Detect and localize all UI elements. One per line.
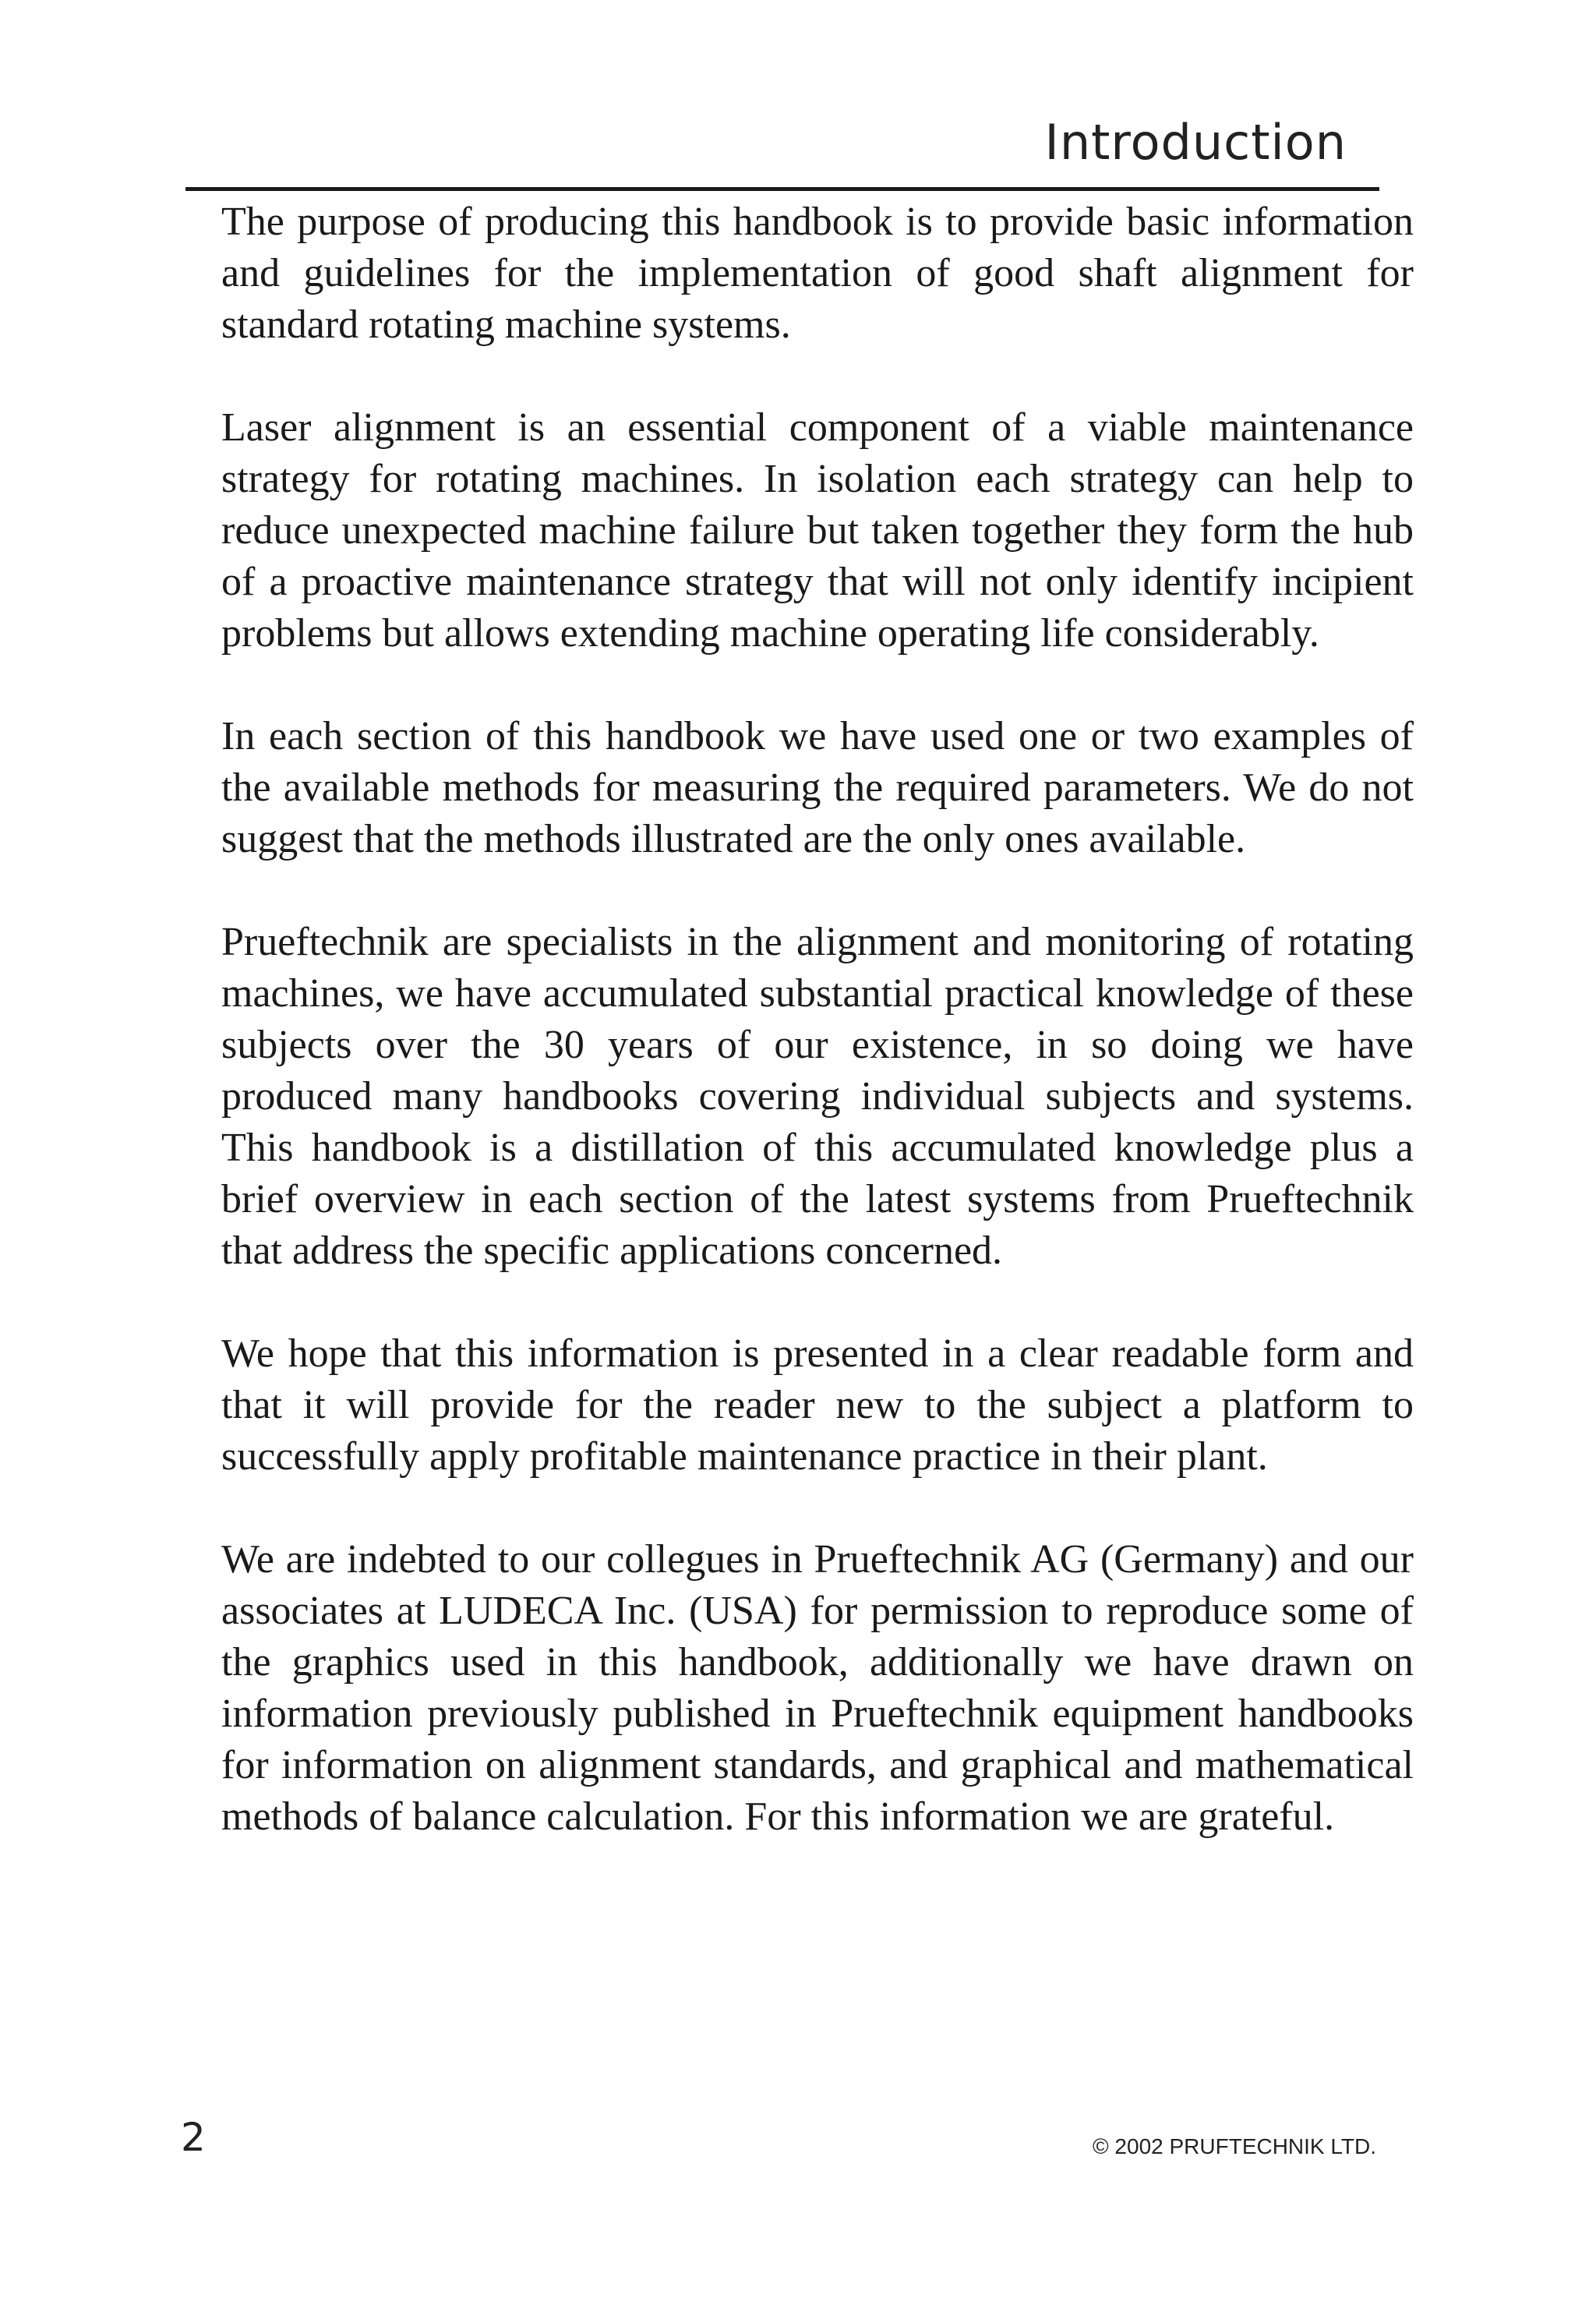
paragraph: We hope that this information is presented in a clear readable form and that it will provide for the reader new to the subject a platform to successfully apply profitable maintenance practice in their plant. <box>221 1331 1414 1479</box>
page-number: 2 <box>181 2115 206 2160</box>
page-title: Introduction <box>1044 114 1347 171</box>
paragraph: Prueftechnik are specialists in the alignment and monitoring of rotating machines, we have accumulated substantial practical knowledge of these subjects over the 30 years of our existence, in so doing we have produced many handbooks covering individual subjects and systems. This handbook is a distillation of this accumulated knowledge plus a brief overview in each section of the latest systems from Prueftechnik that address the specific applications concerned. <box>221 920 1414 1273</box>
paragraph: In each section of this handbook we have used one or two examples of the available methods for measuring the required parameters. We do not suggest that the methods illustrated are the only ones available. <box>221 714 1414 861</box>
paragraph: The purpose of producing this handbook is to provide basic information and guidelines for the implementation of good shaft alignment for standard rotating machine systems. <box>221 200 1414 347</box>
copyright-notice: © 2002 PRUFTECHNIK LTD. <box>1093 2134 1376 2158</box>
paragraph: Laser alignment is an essential component of a viable maintenance strategy for rotating machines. In isolation each strategy can help to reduce unexpected machine failure but taken together they form the hub of a proactive maintenance strategy that will not only identify incipient problems but allows extending machine operating life considerably. <box>221 405 1414 656</box>
body-text <box>221 196 1414 1843</box>
header-divider <box>185 187 1379 191</box>
paragraph: We are indebted to our collegues in Prueftechnik AG (Germany) and our associates at LUDECA Inc. (USA) for permission to reproduce some of the graphics used in this handbook, additionally we have drawn on information previously published in Prueftechnik equipment handbooks for information on alignment standards, and graphical and mathematical methods of balance calculation. For this information we are grateful. <box>221 1537 1414 1839</box>
